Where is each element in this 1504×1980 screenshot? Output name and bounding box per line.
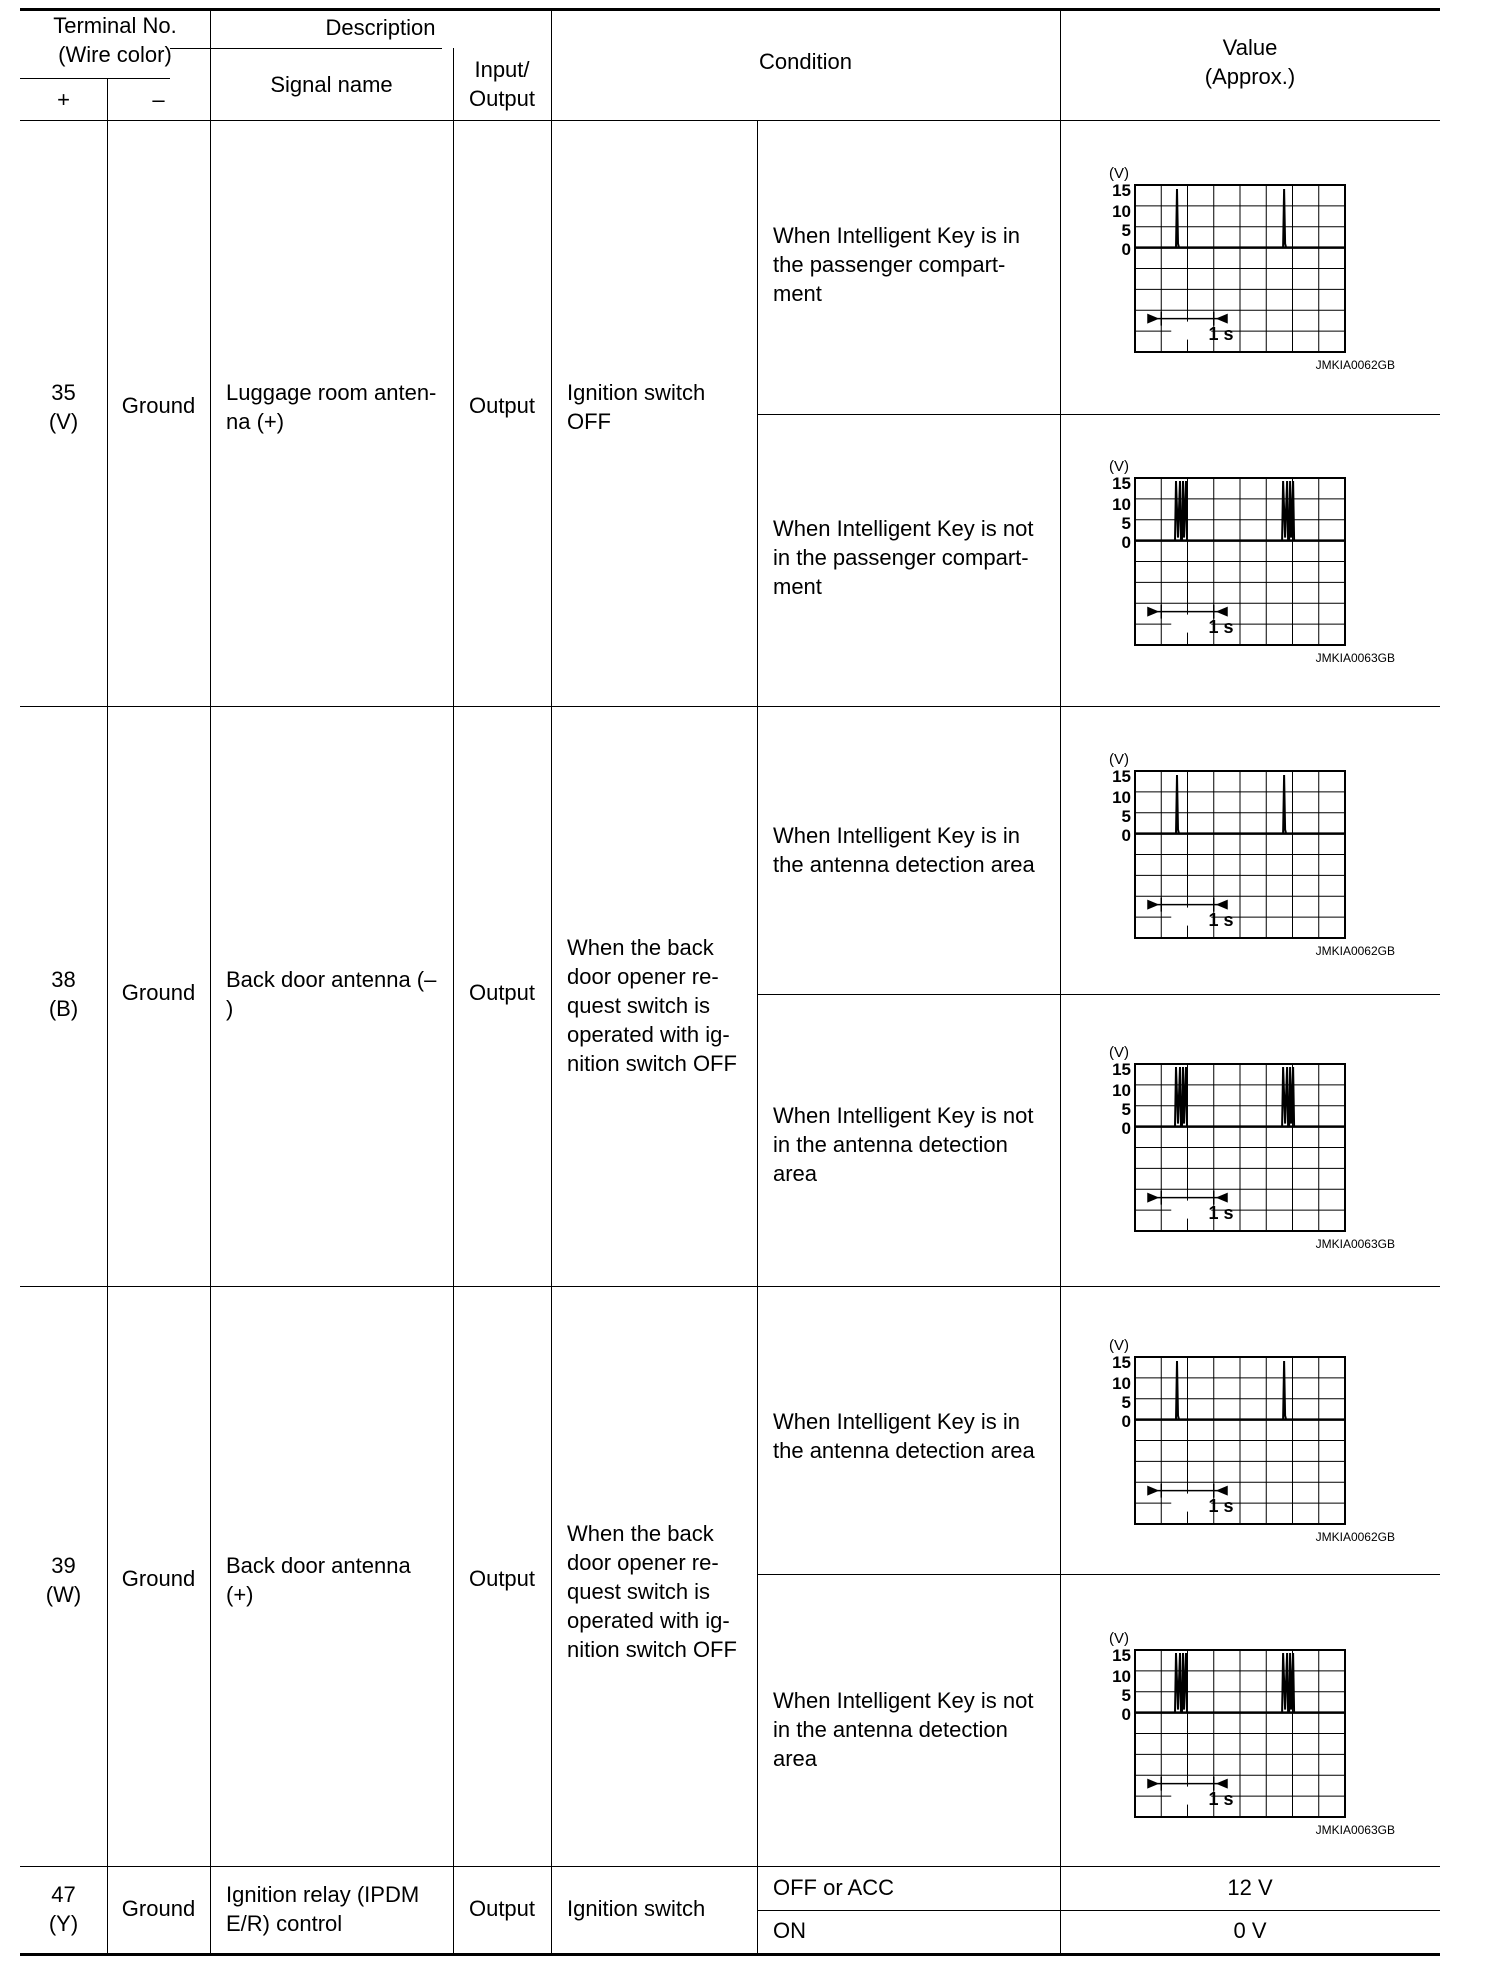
row2-sub1-condition: When Intelligent Key is in the antenna detection area xyxy=(773,823,1035,877)
waveform-y-tick: 15 xyxy=(1112,1353,1131,1372)
signal-pulse xyxy=(1176,775,1179,834)
waveform-time-scale: 1 s xyxy=(1208,910,1234,930)
row4-io: Output xyxy=(468,1896,536,1921)
waveform-code: JMKIA0063GB xyxy=(1315,651,1395,665)
time-scale-arrow-left xyxy=(1216,900,1228,910)
waveform-graph xyxy=(1095,1044,1405,1299)
time-scale-arrow-left xyxy=(1216,1486,1228,1496)
terminal-table xyxy=(20,8,1440,1968)
row4-sub1-condition: OFF or ACC xyxy=(773,1875,895,1900)
row3-sub2-waveform xyxy=(1095,1630,1405,1885)
signal-pulse xyxy=(1283,1361,1286,1420)
row1-sub1-condition: When Intelligent Key is in the passenger compart- ment xyxy=(773,223,1021,306)
signal-pulse xyxy=(1282,481,1294,541)
waveform-y-tick: 5 xyxy=(1121,1393,1131,1412)
rule-bottom xyxy=(20,1953,1440,1956)
waveform-y-tick: 5 xyxy=(1121,514,1131,533)
row2-signal: Back door antenna (– ) xyxy=(226,967,437,1021)
waveform-y-tick: 5 xyxy=(1121,1100,1131,1119)
rule-top xyxy=(20,8,1440,11)
time-scale-arrow-right xyxy=(1147,314,1159,324)
waveform-y-unit: (V) xyxy=(1109,1337,1129,1354)
waveform-graph xyxy=(1095,165,1405,420)
row3-condition: When the back door opener re- quest switch is operated with ig- nition switch OFF xyxy=(567,1521,737,1662)
waveform-y-tick: 5 xyxy=(1121,221,1131,240)
waveform-y-tick: 5 xyxy=(1121,807,1131,826)
waveform-y-tick: 15 xyxy=(1112,474,1131,493)
signal-pulse xyxy=(1283,189,1286,248)
row2-minus: Ground xyxy=(121,980,196,1005)
waveform-y-tick: 0 xyxy=(1121,826,1131,845)
row4-sub1-value: 12 V xyxy=(1227,1875,1273,1900)
waveform-y-unit: (V) xyxy=(1109,1044,1129,1061)
waveform-y-tick: 10 xyxy=(1112,202,1131,221)
row2-sub2-waveform xyxy=(1095,1044,1405,1299)
signal-pulse xyxy=(1282,1067,1294,1127)
row4-sub2-condition: ON xyxy=(773,1918,806,1943)
signal-pulse xyxy=(1175,481,1187,541)
waveform-graph xyxy=(1095,458,1405,713)
waveform-graph xyxy=(1095,1630,1405,1885)
row2-terminal: 38 (B) xyxy=(48,967,79,1021)
time-scale-arrow-right xyxy=(1147,1193,1159,1203)
waveform-time-scale: 1 s xyxy=(1208,324,1234,344)
time-scale-arrow-right xyxy=(1147,1779,1159,1789)
waveform-y-tick: 0 xyxy=(1121,240,1131,259)
rule-col-plus-minus xyxy=(107,78,108,1954)
waveform-y-tick: 0 xyxy=(1121,1705,1131,1724)
waveform-y-tick: 15 xyxy=(1112,181,1131,200)
waveform-code: JMKIA0063GB xyxy=(1315,1237,1395,1251)
row3-minus: Ground xyxy=(121,1566,196,1591)
rule-header-terminal xyxy=(20,78,170,79)
row3-sub2-condition: When Intelligent Key is not in the antenna detection area xyxy=(773,1688,1034,1771)
rule-row4-sub xyxy=(757,1910,1440,1911)
time-scale-arrow-right xyxy=(1147,607,1159,617)
waveform-y-tick: 0 xyxy=(1121,533,1131,552)
row1-minus: Ground xyxy=(121,393,196,418)
time-scale-arrow-left xyxy=(1216,1779,1228,1789)
row1-sub1-waveform xyxy=(1095,165,1405,420)
time-scale-arrow-left xyxy=(1216,607,1228,617)
waveform-y-tick: 5 xyxy=(1121,1686,1131,1705)
signal-pulse xyxy=(1176,189,1179,248)
header-value: Value (Approx.) xyxy=(1204,35,1296,89)
waveform-code: JMKIA0062GB xyxy=(1315,358,1395,372)
waveform-code: JMKIA0063GB xyxy=(1315,1823,1395,1837)
row1-sub2-condition: When Intelligent Key is not in the passenger compart- ment xyxy=(773,516,1034,599)
waveform-time-scale: 1 s xyxy=(1208,1203,1234,1223)
row3-io: Output xyxy=(468,1566,536,1591)
header-terminal-no: Terminal No. (Wire color) xyxy=(53,13,177,67)
waveform-y-unit: (V) xyxy=(1109,1630,1129,1647)
row2-sub2-condition: When Intelligent Key is not in the antenna detection area xyxy=(773,1103,1034,1186)
header-plus: + xyxy=(57,87,70,112)
row2-sub1-waveform xyxy=(1095,751,1405,1006)
signal-pulse xyxy=(1175,1067,1187,1127)
header-description: Description xyxy=(325,15,436,40)
row1-sub2-waveform xyxy=(1095,458,1405,713)
waveform-y-tick: 15 xyxy=(1112,1646,1131,1665)
header-signal-name: Signal name xyxy=(270,72,393,97)
time-scale-arrow-right xyxy=(1147,900,1159,910)
time-scale-arrow-left xyxy=(1216,314,1228,324)
row1-io: Output xyxy=(468,393,536,418)
rule-col-value xyxy=(1060,8,1061,1954)
waveform-y-unit: (V) xyxy=(1109,458,1129,475)
row3-sub1-condition: When Intelligent Key is in the antenna detection area xyxy=(773,1409,1035,1463)
waveform-graph xyxy=(1095,1337,1405,1592)
time-scale-arrow-left xyxy=(1216,1193,1228,1203)
waveform-time-scale: 1 s xyxy=(1208,1496,1234,1516)
row4-minus: Ground xyxy=(121,1896,196,1921)
waveform-y-tick: 10 xyxy=(1112,1081,1131,1100)
waveform-y-tick: 15 xyxy=(1112,1060,1131,1079)
header-input-output: Input/ Output xyxy=(468,57,536,111)
row4-terminal: 47 (Y) xyxy=(48,1882,79,1936)
waveform-y-tick: 10 xyxy=(1112,495,1131,514)
row4-signal: Ignition relay (IPDM E/R) control xyxy=(226,1882,420,1936)
waveform-y-tick: 10 xyxy=(1112,1374,1131,1393)
row2-condition: When the back door opener re- quest switch is operated with ig- nition switch OFF xyxy=(567,935,737,1076)
waveform-code: JMKIA0062GB xyxy=(1315,1530,1395,1544)
waveform-time-scale: 1 s xyxy=(1208,617,1234,637)
waveform-y-tick: 0 xyxy=(1121,1412,1131,1431)
row3-sub1-waveform xyxy=(1095,1337,1405,1592)
header-minus: – xyxy=(152,87,165,112)
signal-pulse xyxy=(1175,1653,1187,1713)
row4-condition: Ignition switch xyxy=(567,1896,706,1921)
row1-terminal: 35 (V) xyxy=(48,380,79,434)
signal-pulse xyxy=(1176,1361,1179,1420)
header-condition: Condition xyxy=(759,49,852,74)
row1-signal: Luggage room anten- na (+) xyxy=(226,380,437,434)
time-scale-arrow-right xyxy=(1147,1486,1159,1496)
rule-col-terminal xyxy=(210,8,211,1954)
rule-header-bottom xyxy=(20,120,1440,121)
rule-col-condition xyxy=(757,120,758,1954)
signal-pulse xyxy=(1282,1653,1294,1713)
row3-terminal: 39 (W) xyxy=(45,1553,82,1607)
waveform-graph xyxy=(1095,751,1405,1006)
waveform-y-tick: 0 xyxy=(1121,1119,1131,1138)
waveform-y-tick: 15 xyxy=(1112,767,1131,786)
waveform-y-unit: (V) xyxy=(1109,165,1129,182)
row4-sub2-value: 0 V xyxy=(1233,1918,1267,1943)
waveform-y-unit: (V) xyxy=(1109,751,1129,768)
row2-io: Output xyxy=(468,980,536,1005)
row1-condition: Ignition switch OFF xyxy=(567,380,706,434)
waveform-y-tick: 10 xyxy=(1112,788,1131,807)
signal-pulse xyxy=(1283,775,1286,834)
waveform-y-tick: 10 xyxy=(1112,1667,1131,1686)
rule-col-description xyxy=(551,8,552,1954)
waveform-code: JMKIA0062GB xyxy=(1315,944,1395,958)
row3-signal: Back door antenna (+) xyxy=(226,1553,411,1607)
waveform-time-scale: 1 s xyxy=(1208,1789,1234,1809)
